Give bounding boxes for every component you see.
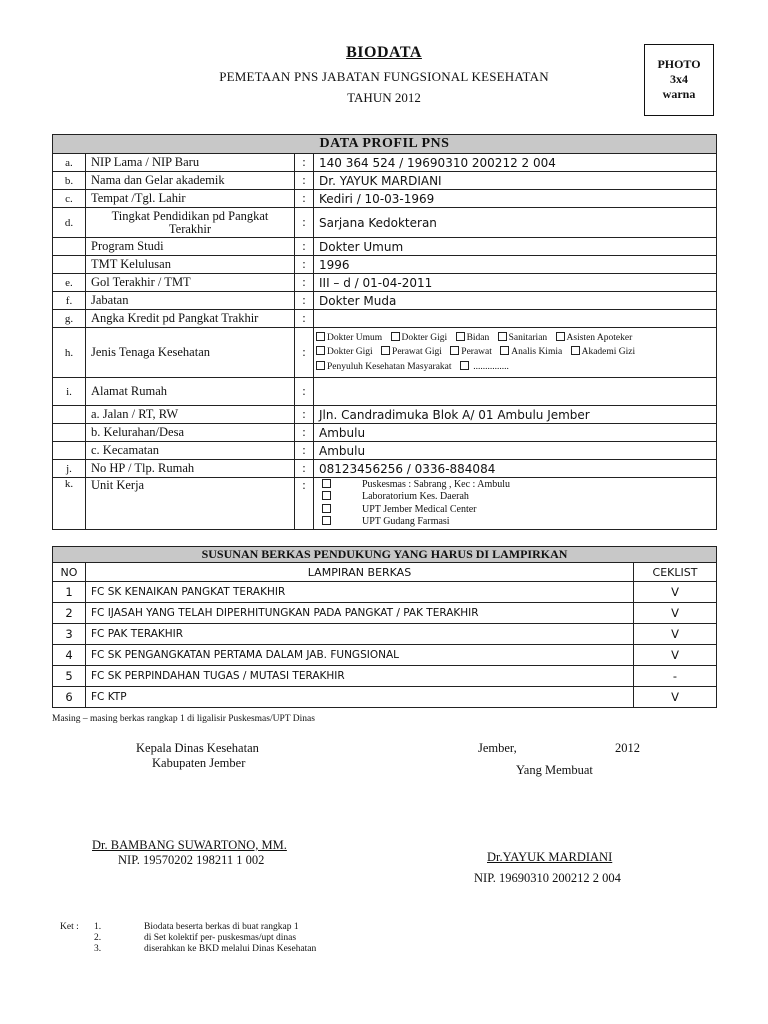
checkbox-icon (450, 346, 459, 355)
notes-label: Ket : (60, 922, 79, 932)
row-label: Program Studi (86, 238, 295, 256)
profile-row (53, 460, 717, 478)
row-code: d. (53, 208, 86, 238)
jenis-option[interactable]: Dokter Gigi (391, 333, 448, 343)
row-no: 4 (53, 645, 86, 666)
row-code (53, 442, 86, 460)
row-check: V (634, 624, 717, 645)
profile-row-jenis (53, 328, 717, 378)
row-label: Tingkat Pendidikan pd Pangkat Terakhir (86, 208, 295, 238)
row-check: V (634, 582, 717, 603)
row-label: Gol Terakhir / TMT (86, 274, 295, 292)
profile-row (53, 274, 717, 292)
row-no: 6 (53, 687, 86, 708)
unit-option[interactable]: Puskesmas : Sabrang , Kec : Ambulu (322, 479, 711, 492)
checkbox-icon (322, 491, 331, 500)
profile-row (53, 310, 717, 328)
row-separator: : (295, 460, 314, 478)
row-code: k. (53, 478, 86, 530)
row-label: NIP Lama / NIP Baru (86, 154, 295, 172)
row-separator: : (295, 208, 314, 238)
table-row (53, 624, 717, 645)
row-value-address (314, 378, 717, 406)
row-label: No HP / Tlp. Rumah (86, 460, 295, 478)
row-label: Alamat Rumah (86, 378, 295, 406)
checkbox-icon (391, 332, 400, 341)
profile-row (53, 208, 717, 238)
row-separator: : (295, 256, 314, 274)
profile-row (53, 406, 717, 424)
row-code: h. (53, 328, 86, 378)
berkas-column-headers (53, 563, 717, 582)
right-signer-title: Yang Membuat (516, 763, 593, 777)
berkas-note: Masing – masing berkas rangkap 1 di ligalisir Puskesmas/UPT Dinas (52, 714, 315, 724)
checkbox-icon (500, 346, 509, 355)
photo-color: warna (662, 87, 696, 101)
row-separator: : (295, 442, 314, 460)
profile-header-row (53, 135, 717, 154)
row-separator: : (295, 424, 314, 442)
table-row (53, 645, 717, 666)
row-code: j. (53, 460, 86, 478)
row-check: V (634, 645, 717, 666)
row-code: e. (53, 274, 86, 292)
jenis-option[interactable]: Perawat (450, 347, 492, 357)
jenis-option[interactable]: Sanitarian (498, 333, 548, 343)
jenis-option[interactable]: Akademi Gizi (571, 347, 636, 357)
table-row (53, 687, 717, 708)
checkbox-icon (556, 332, 565, 341)
row-code: b. (53, 172, 86, 190)
note-item: 2. di Set kolektif per- puskesmas/upt dinas (94, 933, 297, 943)
berkas-table (52, 546, 717, 708)
row-label: c. Kecamatan (86, 442, 295, 460)
row-code: g. (53, 310, 86, 328)
profile-row (53, 238, 717, 256)
row-label: Jenis Tenaga Kesehatan (86, 328, 295, 378)
row-value-position: Dokter Muda (314, 292, 717, 310)
jenis-line-1 (316, 331, 714, 346)
unit-option[interactable]: UPT Gudang Farmasi (322, 516, 711, 529)
checkbox-icon (316, 361, 325, 370)
row-label: Unit Kerja (86, 478, 295, 530)
row-item: FC KTP (86, 687, 634, 708)
row-code (53, 424, 86, 442)
table-row (53, 666, 717, 687)
row-separator: : (295, 154, 314, 172)
jenis-option[interactable]: Penyuluh Kesehatan Masyarakat (316, 362, 452, 372)
row-separator: : (295, 274, 314, 292)
jenis-option[interactable]: Asisten Apoteker (556, 333, 633, 343)
profile-row (53, 424, 717, 442)
profile-row (53, 190, 717, 208)
unit-options (314, 478, 717, 530)
checkbox-icon (322, 479, 331, 488)
row-code: a. (53, 154, 86, 172)
table-row (53, 603, 717, 624)
row-separator: : (295, 328, 314, 378)
page-title: BIODATA (346, 44, 422, 61)
checkbox-icon (498, 332, 507, 341)
jenis-option[interactable]: Bidan (456, 333, 490, 343)
signature-place: Jember, (478, 741, 517, 755)
right-signer-name: Dr.YAYUK MARDIANI (487, 850, 613, 864)
row-separator: : (295, 172, 314, 190)
berkas-header-row (53, 547, 717, 563)
row-label: TMT Kelulusan (86, 256, 295, 274)
row-value-phone: 08123456256 / 0336-884084 (314, 460, 717, 478)
unit-option[interactable]: UPT Jember Medical Center (322, 504, 711, 517)
row-item: FC IJASAH YANG TELAH DIPERHITUNGKAN PADA PANGKAT / PAK TERAKHIR (86, 603, 634, 624)
row-label: b. Kelurahan/Desa (86, 424, 295, 442)
profile-row (53, 154, 717, 172)
left-signer-nip: NIP. 19570202 198211 1 002 (118, 853, 265, 867)
row-code (53, 238, 86, 256)
row-value-birth: Kediri / 10-03-1969 (314, 190, 717, 208)
profile-row (53, 292, 717, 310)
row-separator: : (295, 238, 314, 256)
row-label: Nama dan Gelar akademik (86, 172, 295, 190)
jenis-option-other[interactable]: ............... (460, 362, 509, 372)
row-item: FC SK KENAIKAN PANGKAT TERAKHIR (86, 582, 634, 603)
profile-row (53, 442, 717, 460)
row-separator: : (295, 406, 314, 424)
note-item: 1. Biodata beserta berkas di buat rangkap 1 (94, 922, 299, 932)
page-year: TAHUN 2012 (347, 90, 421, 105)
row-separator: : (295, 190, 314, 208)
row-no: 2 (53, 603, 86, 624)
row-separator: : (295, 310, 314, 328)
row-value-street: Jln. Candradimuka Blok A/ 01 Ambulu Jember (314, 406, 717, 424)
row-value-study: Dokter Umum (314, 238, 717, 256)
checkbox-icon (456, 332, 465, 341)
row-no: 1 (53, 582, 86, 603)
jenis-option[interactable]: Perawat Gigi (381, 347, 442, 357)
row-check: - (634, 666, 717, 687)
col-lampiran: LAMPIRAN BERKAS (86, 563, 634, 582)
photo-size: 3x4 (670, 72, 688, 86)
row-value-name: Dr. YAYUK MARDIANI (314, 172, 717, 190)
checkbox-icon (460, 361, 469, 370)
jenis-option[interactable]: Dokter Gigi (316, 347, 373, 357)
row-code (53, 256, 86, 274)
checkbox-icon (316, 346, 325, 355)
notes-section (60, 922, 460, 962)
row-label: a. Jalan / RT, RW (86, 406, 295, 424)
row-separator: : (295, 292, 314, 310)
row-value-education: Sarjana Kedokteran (314, 208, 717, 238)
row-code: c. (53, 190, 86, 208)
row-check: V (634, 687, 717, 708)
note-item: 3. diserahkan ke BKD melalui Dinas Kesehatan (94, 944, 317, 954)
checkbox-icon (322, 504, 331, 513)
profile-table (52, 134, 717, 530)
row-value-credit (314, 310, 717, 328)
col-no: NO (53, 563, 86, 582)
checkbox-icon (571, 346, 580, 355)
row-no: 5 (53, 666, 86, 687)
profile-row (53, 172, 717, 190)
checkbox-icon (322, 516, 331, 525)
row-value-graduation: 1996 (314, 256, 717, 274)
row-value-village: Ambulu (314, 424, 717, 442)
profile-row (53, 256, 717, 274)
jenis-option[interactable]: Analis Kimia (500, 347, 562, 357)
left-signer-name: Dr. BAMBANG SUWARTONO, MM. (92, 838, 287, 852)
col-ceklist: CEKLIST (634, 563, 717, 582)
row-label: Tempat /Tgl. Lahir (86, 190, 295, 208)
row-check: V (634, 603, 717, 624)
left-signer-title-1: Kepala Dinas Kesehatan (136, 741, 259, 755)
profile-row-unit (53, 478, 717, 530)
row-value-nip: 140 364 524 / 19690310 200212 2 004 (314, 154, 717, 172)
row-item: FC PAK TERAKHIR (86, 624, 634, 645)
photo-placeholder (644, 44, 714, 116)
row-value-rank: III – d / 01-04-2011 (314, 274, 717, 292)
row-no: 3 (53, 624, 86, 645)
row-item: FC SK PENGANGKATAN PERTAMA DALAM JAB. FUNGSIONAL (86, 645, 634, 666)
checkbox-icon (381, 346, 390, 355)
photo-label: PHOTO (657, 57, 701, 71)
berkas-heading: SUSUNAN BERKAS PENDUKUNG YANG HARUS DI LAMPIRKAN (53, 547, 717, 563)
row-code: f. (53, 292, 86, 310)
profile-heading: DATA PROFIL PNS (53, 135, 717, 154)
row-separator: : (295, 478, 314, 530)
jenis-line-2 (316, 345, 714, 360)
row-separator: : (295, 378, 314, 406)
table-row (53, 582, 717, 603)
jenis-options (314, 328, 717, 378)
row-label: Jabatan (86, 292, 295, 310)
jenis-option[interactable]: Dokter Umum (316, 333, 382, 343)
jenis-line-3 (316, 360, 714, 375)
row-code: i. (53, 378, 86, 406)
unit-option[interactable]: Laboratorium Kes. Daerah (322, 491, 711, 504)
row-label: Angka Kredit pd Pangkat Trakhir (86, 310, 295, 328)
left-signer-title-2: Kabupaten Jember (152, 756, 246, 770)
row-value-district: Ambulu (314, 442, 717, 460)
row-code (53, 406, 86, 424)
signature-year: 2012 (615, 741, 640, 755)
page-subtitle: PEMETAAN PNS JABATAN FUNGSIONAL KESEHATAN (219, 69, 549, 84)
profile-row (53, 378, 717, 406)
row-item: FC SK PERPINDAHAN TUGAS / MUTASI TERAKHIR (86, 666, 634, 687)
right-signer-nip: NIP. 19690310 200212 2 004 (474, 871, 621, 885)
checkbox-icon (316, 332, 325, 341)
